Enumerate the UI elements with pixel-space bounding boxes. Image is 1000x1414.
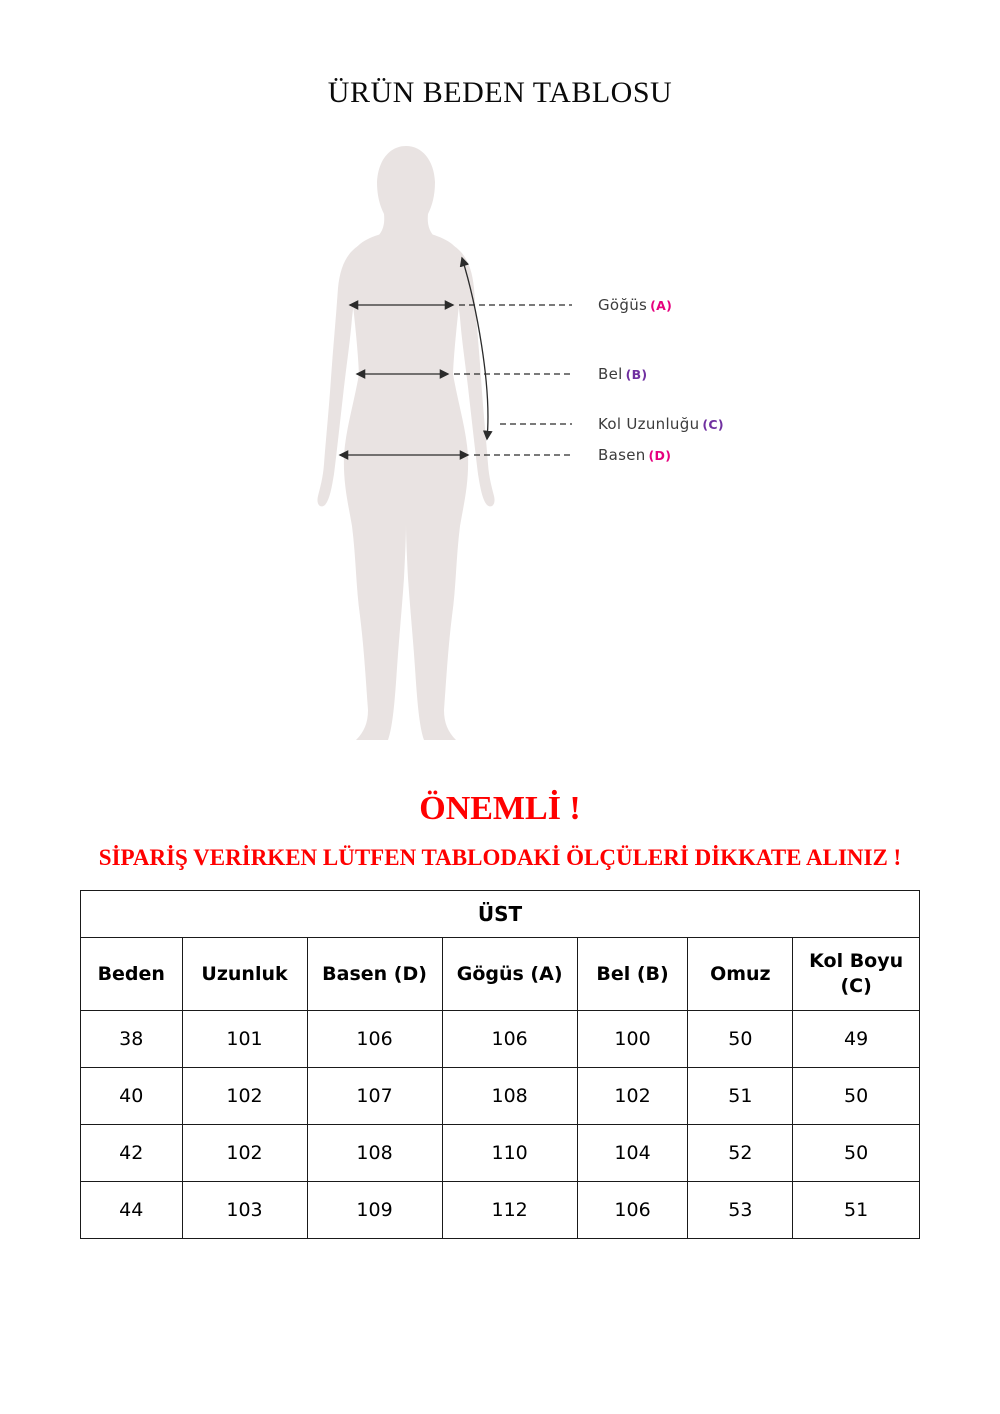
measurement-code-b: (B): [625, 367, 648, 382]
col-header-omuz: Omuz: [688, 938, 793, 1011]
table-cell: 38: [81, 1011, 183, 1068]
table-row: [81, 1068, 920, 1125]
col-header-basen: Basen (D): [307, 938, 442, 1011]
table-cell: 112: [442, 1182, 577, 1239]
table-cell: 102: [182, 1068, 307, 1125]
table-cell: 101: [182, 1011, 307, 1068]
col-header-beden: Beden: [81, 938, 183, 1011]
table-cell: 106: [442, 1011, 577, 1068]
measurement-label-chest-text: Göğüs: [598, 296, 648, 314]
measurement-label-hip-text: Basen: [598, 446, 646, 464]
measurement-label-chest: [598, 296, 672, 315]
measurement-code-c: (C): [702, 417, 724, 432]
col-header-uzunluk: Uzunluk: [182, 938, 307, 1011]
measurement-label-waist: [598, 365, 647, 384]
measurement-label-hip: [598, 446, 671, 465]
size-table: [80, 890, 920, 1239]
table-cell: 44: [81, 1182, 183, 1239]
table-header-row: [81, 938, 920, 1011]
table-row: [81, 1182, 920, 1239]
table-cell: 104: [577, 1125, 688, 1182]
table-cell: 102: [577, 1068, 688, 1125]
silhouette-torso-legs: [344, 230, 468, 740]
table-cell: 40: [81, 1068, 183, 1125]
measurement-code-a: (A): [650, 298, 673, 313]
important-subheading: SİPARİŞ VERİRKEN LÜTFEN TABLODAKİ ÖLÇÜLERİ DİKKATE ALINIZ !: [98, 845, 902, 870]
table-cell: 50: [793, 1125, 920, 1182]
table-cell: 103: [182, 1182, 307, 1239]
table-cell: 106: [577, 1182, 688, 1239]
measurement-label-arm-length: [598, 415, 724, 434]
table-cell: 51: [793, 1182, 920, 1239]
table-cell: 53: [688, 1182, 793, 1239]
table-cell: 107: [307, 1068, 442, 1125]
table-cell: 42: [81, 1125, 183, 1182]
table-caption: ÜST: [81, 891, 920, 938]
table-cell: 108: [442, 1068, 577, 1125]
table-cell: 110: [442, 1125, 577, 1182]
measurement-label-waist-text: Bel: [598, 365, 623, 383]
table-row: [81, 1011, 920, 1068]
table-cell: 50: [688, 1011, 793, 1068]
measurement-label-arm-text: Kol Uzunluğu: [598, 415, 700, 433]
female-figure-silhouette: [296, 138, 516, 758]
page-title: ÜRÜN BEDEN TABLOSU: [327, 76, 673, 109]
table-cell: 52: [688, 1125, 793, 1182]
measurement-code-d: (D): [648, 448, 672, 463]
col-header-bel: Bel (B): [577, 938, 688, 1011]
col-header-kolboyu: Kol Boyu (C): [793, 938, 920, 1011]
female-silhouette-graphic: [296, 138, 516, 758]
table-cell: 51: [688, 1068, 793, 1125]
table-cell: 106: [307, 1011, 442, 1068]
table-row: [81, 1125, 920, 1182]
table-cell: 108: [307, 1125, 442, 1182]
table-cell: 100: [577, 1011, 688, 1068]
important-heading: ÖNEMLİ !: [419, 790, 581, 827]
col-header-gogus: Gögüs (A): [442, 938, 577, 1011]
table-cell: 102: [182, 1125, 307, 1182]
table-caption-row: [81, 891, 920, 938]
table-cell: 49: [793, 1011, 920, 1068]
table-cell: 50: [793, 1068, 920, 1125]
table-cell: 109: [307, 1182, 442, 1239]
